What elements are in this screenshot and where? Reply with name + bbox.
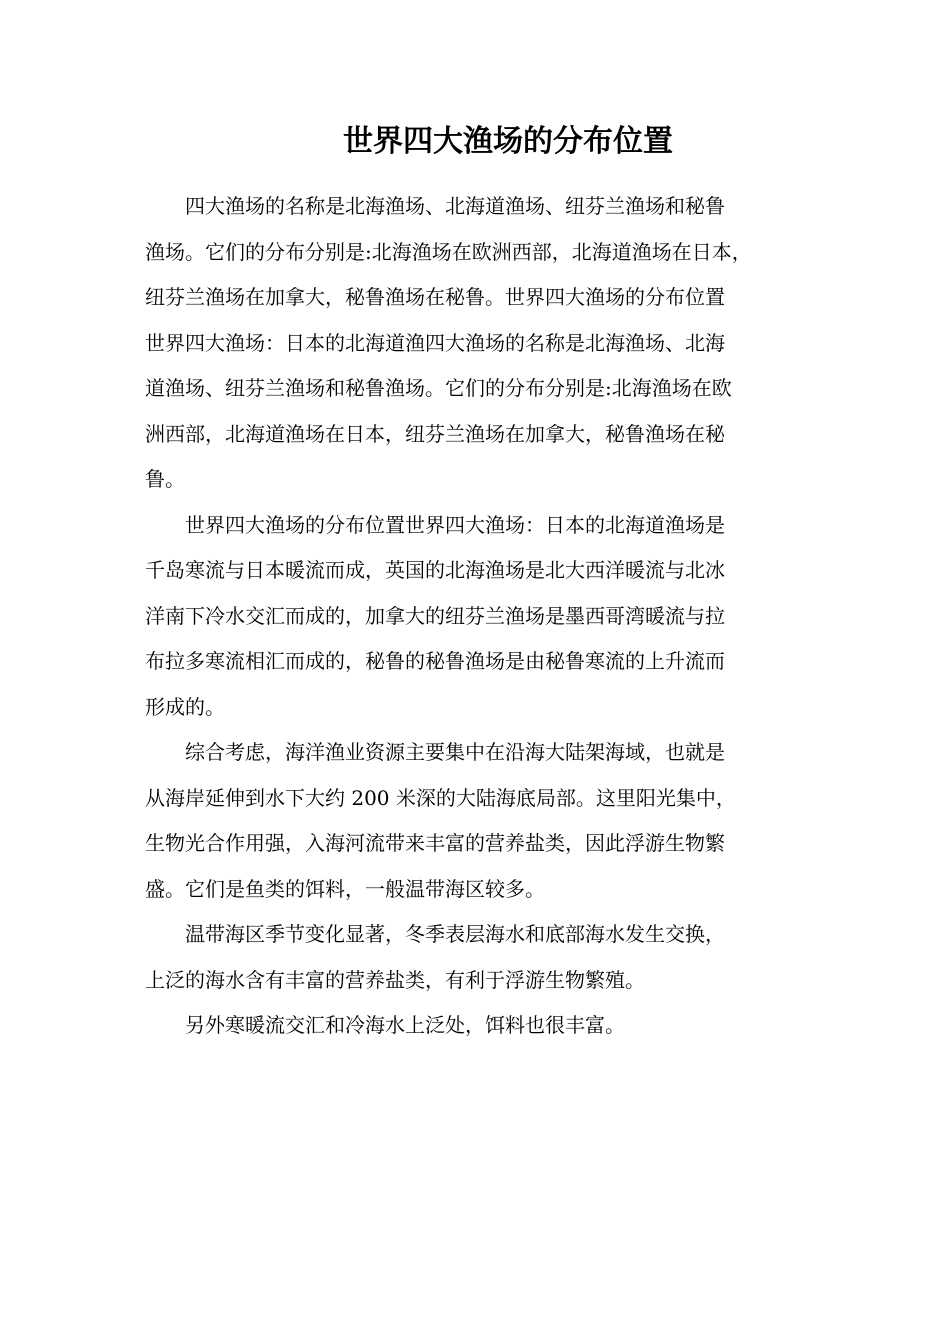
paragraph-line: 千岛寒流与日本暖流而成，英国的北海渔场是北大西洋暖流与北冰 bbox=[145, 558, 725, 582]
paragraph-line: 布拉多寒流相汇而成的，秘鲁的秘鲁渔场是由秘鲁寒流的上升流而 bbox=[145, 649, 725, 673]
paragraph-1 bbox=[145, 184, 813, 503]
paragraph-2 bbox=[145, 503, 813, 731]
document-body bbox=[145, 184, 813, 1049]
document-title: 世界四大渔场的分布位置 bbox=[343, 124, 673, 159]
paragraph-line: 纽芬兰渔场在加拿大，秘鲁渔场在秘鲁。世界四大渔场的分布位置 bbox=[145, 285, 725, 309]
paragraph-line: 上泛的海水含有丰富的营养盐类，有利于浮游生物繁殖。 bbox=[145, 967, 645, 992]
paragraph-line: 道渔场、纽芬兰渔场和秘鲁渔场。它们的分布分别是:北海渔场在欧 bbox=[145, 376, 732, 400]
paragraph-line: 洋南下冷水交汇而成的，加拿大的纽芬兰渔场是墨西哥湾暖流与拉 bbox=[145, 603, 725, 628]
paragraph-line: 综合考虑，海洋渔业资源主要集中在沿海大陆架海域，也就是 bbox=[185, 740, 725, 764]
paragraph-line: 鲁。 bbox=[145, 467, 185, 491]
paragraph-5 bbox=[145, 1003, 813, 1049]
paragraph-4 bbox=[145, 912, 813, 1003]
paragraph-line: 洲西部，北海道渔场在日本，纽芬兰渔场在加拿大，秘鲁渔场在秘 bbox=[145, 421, 725, 446]
paragraph-3 bbox=[145, 730, 813, 912]
paragraph-line: 渔场。它们的分布分别是:北海渔场在欧洲西部，北海道渔场在日本， bbox=[145, 239, 752, 264]
title-container bbox=[0, 118, 950, 166]
paragraph-line: 生物光合作用强，入海河流带来丰富的营养盐类，因此浮游生物繁 bbox=[145, 831, 725, 855]
paragraph-line: 世界四大渔场的分布位置世界四大渔场：日本的北海道渔场是 bbox=[185, 512, 725, 537]
paragraph-line: 形成的。 bbox=[145, 694, 225, 719]
paragraph-line: 世界四大渔场：日本的北海道渔四大渔场的名称是北海渔场、北海 bbox=[145, 330, 725, 355]
paragraph-line: 温带海区季节变化显著，冬季表层海水和底部海水发生交换， bbox=[185, 922, 725, 946]
paragraph-line: 从海岸延伸到水下大约 200 米深的大陆海底局部。这里阳光集中， bbox=[145, 785, 736, 810]
paragraph-line: 另外寒暖流交汇和冷海水上泛处，饵料也很丰富。 bbox=[185, 1013, 625, 1037]
paragraph-line: 盛。它们是鱼类的饵料，一般温带海区较多。 bbox=[145, 876, 545, 901]
paragraph-line: 四大渔场的名称是北海渔场、北海道渔场、纽芬兰渔场和秘鲁 bbox=[185, 194, 725, 218]
